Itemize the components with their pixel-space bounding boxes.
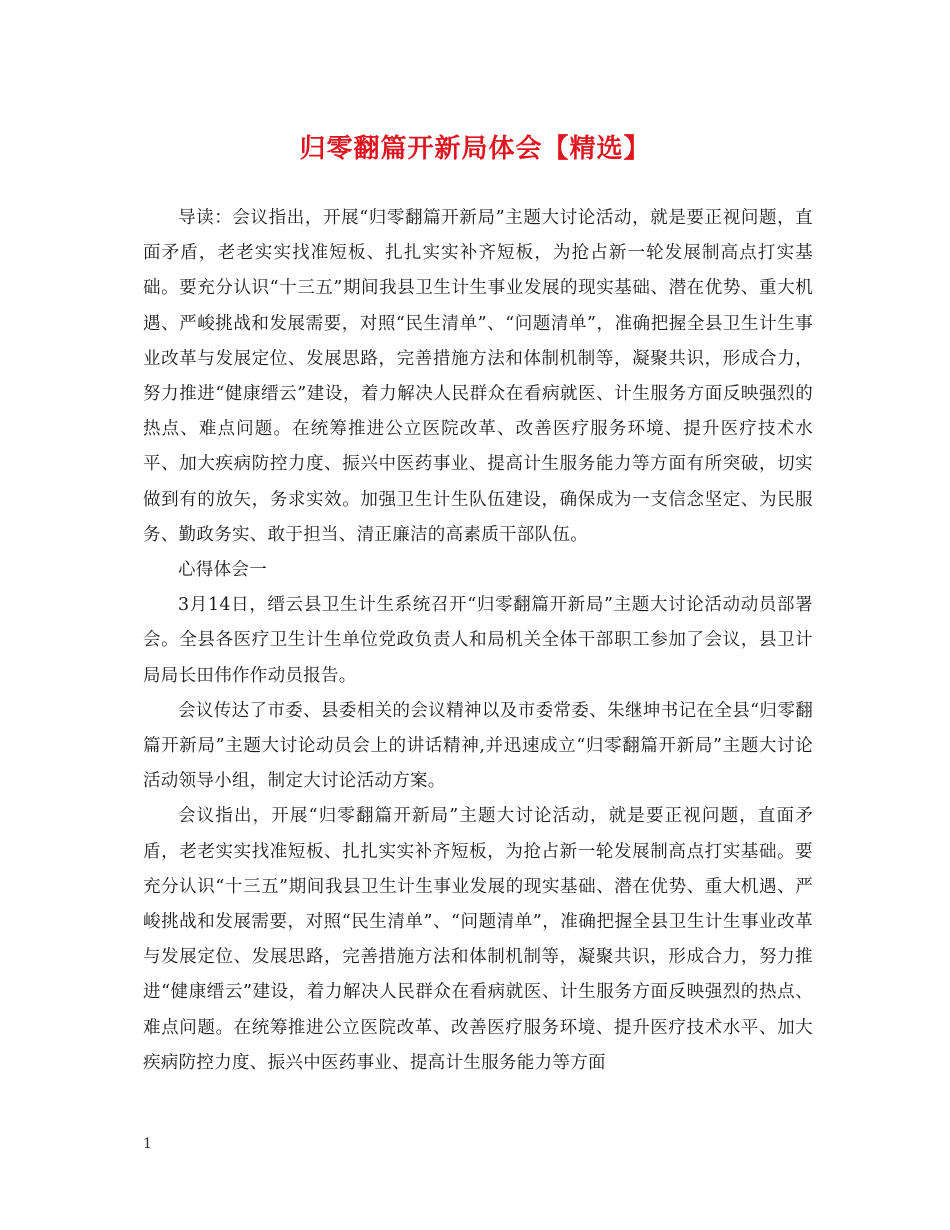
body-paragraph: 3月14日，缙云县卫生计生系统召开“归零翻篇开新局”主题大讨论活动动员部署会。全县各医疗卫生计生单位党政负责人和局机关全体干部职工参加了会议，县卫计局局长田伟作作动员报告。 — [143, 595, 813, 686]
section-heading: 心得体会一 — [178, 560, 267, 581]
document-body — [143, 201, 813, 1081]
intro-paragraph: 导读：会议指出，开展“归零翻篇开新局”主题大讨论活动，就是要正视问题，直面矛盾，老老实实找准短板、扎扎实实补齐短板，为抢占新一轮发展制高点打实基础。要充分认识“十三五”期间我县卫生计生事业发展的现实基础、潜在优势、重大机遇、严峻挑战和发展需要，对照“民生清单”、“问题清单”，准确把握全县卫生计生事业改革与发展定位、发展思路，完善措施方法和体制机制等，凝聚共识，形成合力，努力推进“健康缙云”建设，着力解决人民群众在看病就医、计生服务方面反映强烈的热点、难点问题。在统筹推进公立医院改革、改善医疗服务环境、提升医疗技术水平、加大疾病防控力度、振兴中医药事业、提高计生服务能力等方面有所突破，切实做到有的放矢，务求实效。加强卫生计生队伍建设，确保成为一支信念坚定、为民服务、勤政务实、敢于担当、清正廉洁的高素质干部队伍。 — [143, 208, 813, 545]
page-number: 1 — [143, 1136, 152, 1152]
body-paragraph: 会议传达了市委、县委相关的会议精神以及市委常委、朱继坤书记在全县“归零翻篇开新局”主题大讨论动员会上的讲话精神,并迅速成立“归零翻篇开新局”主题大讨论活动领导小组，制定大讨论活动方案。 — [143, 700, 813, 792]
document-title: 归零翻篇开新局体会【精选】 — [299, 134, 651, 164]
body-paragraph: 会议指出，开展“归零翻篇开新局”主题大讨论活动，就是要正视问题，直面矛盾，老老实实找准短板、扎扎实实补齐短板，为抢占新一轮发展制高点打实基础。要充分认识“十三五”期间我县卫生计生事业发展的现实基础、潜在优势、重大机遇、严峻挑战和发展需要，对照“民生清单”、“问题清单”，准确把握全县卫生计生事业改革与发展定位、发展思路，完善措施方法和体制机制等，凝聚共识，形成合力，努力推进“健康缙云”建设，着力解决人民群众在看病就医、计生服务方面反映强烈的热点、难点问题。在统筹推进公立医院改革、改善医疗服务环境、提升医疗技术水平、加大疾病防控力度、振兴中医药事业、提高计生服务能力等方面 — [143, 806, 813, 1073]
